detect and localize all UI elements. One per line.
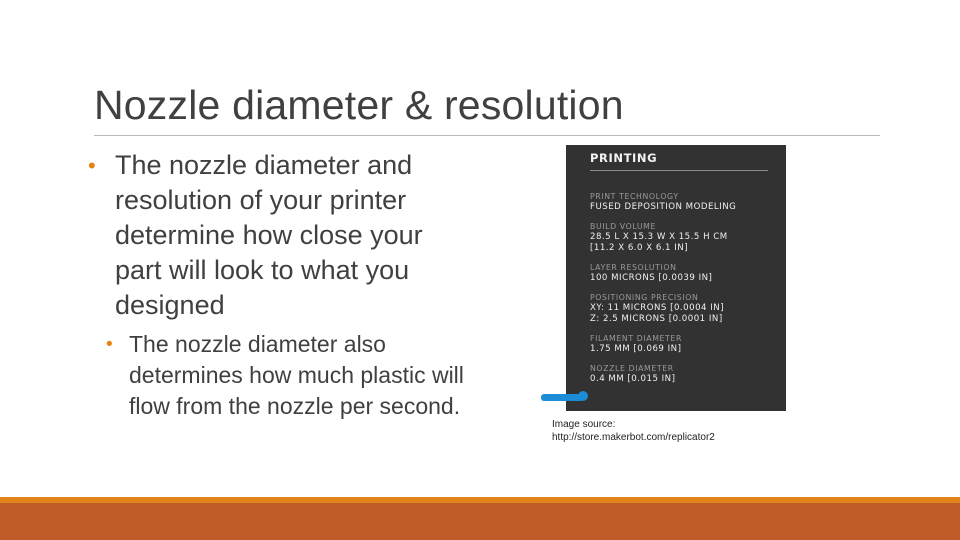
bullet-sub-text: The nozzle diameter also determines how much plastic will flow from the nozzle per second. [129,331,464,419]
spec-value: 1.75 MM [0.069 IN] [590,344,682,354]
spec-item [590,222,780,254]
footer-bar [0,503,960,540]
bullet-list [86,148,476,422]
bullet-sub [106,329,476,422]
spec-value: XY: 11 MICRONS [0.0004 IN] [590,303,725,313]
spec-value: Z: 2.5 MICRONS [0.0001 IN] [590,314,723,324]
spec-value: 28.5 L X 15.3 W X 15.5 H CM [590,232,728,242]
spec-label: NOZZLE DIAMETER [590,364,674,373]
bullet-dot-icon: • [88,153,96,178]
caption-url: http://store.makerbot.com/replicator2 [552,432,715,443]
spec-value: 0.4 MM [0.015 IN] [590,374,676,384]
title-divider [94,135,880,136]
spec-label: BUILD VOLUME [590,222,657,231]
slide-title: Nozzle diameter & resolution [94,82,624,128]
spec-item [590,293,780,325]
printer-spec-image [566,145,786,411]
spec-value: FUSED DEPOSITION MODELING [590,202,737,212]
panel-heading: PRINTING [590,151,658,165]
pointer-arrow-tip [578,391,588,401]
spec-label: PRINT TECHNOLOGY [590,192,679,201]
spec-value: [11.2 X 6.0 X 6.1 IN] [590,243,689,253]
pointer-arrow [541,394,583,401]
spec-item [590,334,780,355]
spec-item [590,364,780,385]
bullet-main-text: The nozzle diameter and resolution of your printer determine how close your part will look to what you designed [115,150,423,320]
bullet-dot-icon: • [106,334,113,355]
spec-list [590,192,780,394]
spec-label: LAYER RESOLUTION [590,263,677,272]
bullet-main [86,148,476,323]
panel-divider [590,170,768,171]
caption-label: Image source: [552,419,616,430]
spec-value: 100 MICRONS [0.0039 IN] [590,273,713,283]
spec-item [590,192,780,213]
spec-label: POSITIONING PRECISION [590,293,699,302]
spec-item [590,263,780,284]
image-source-caption [552,418,715,444]
spec-label: FILAMENT DIAMETER [590,334,682,343]
